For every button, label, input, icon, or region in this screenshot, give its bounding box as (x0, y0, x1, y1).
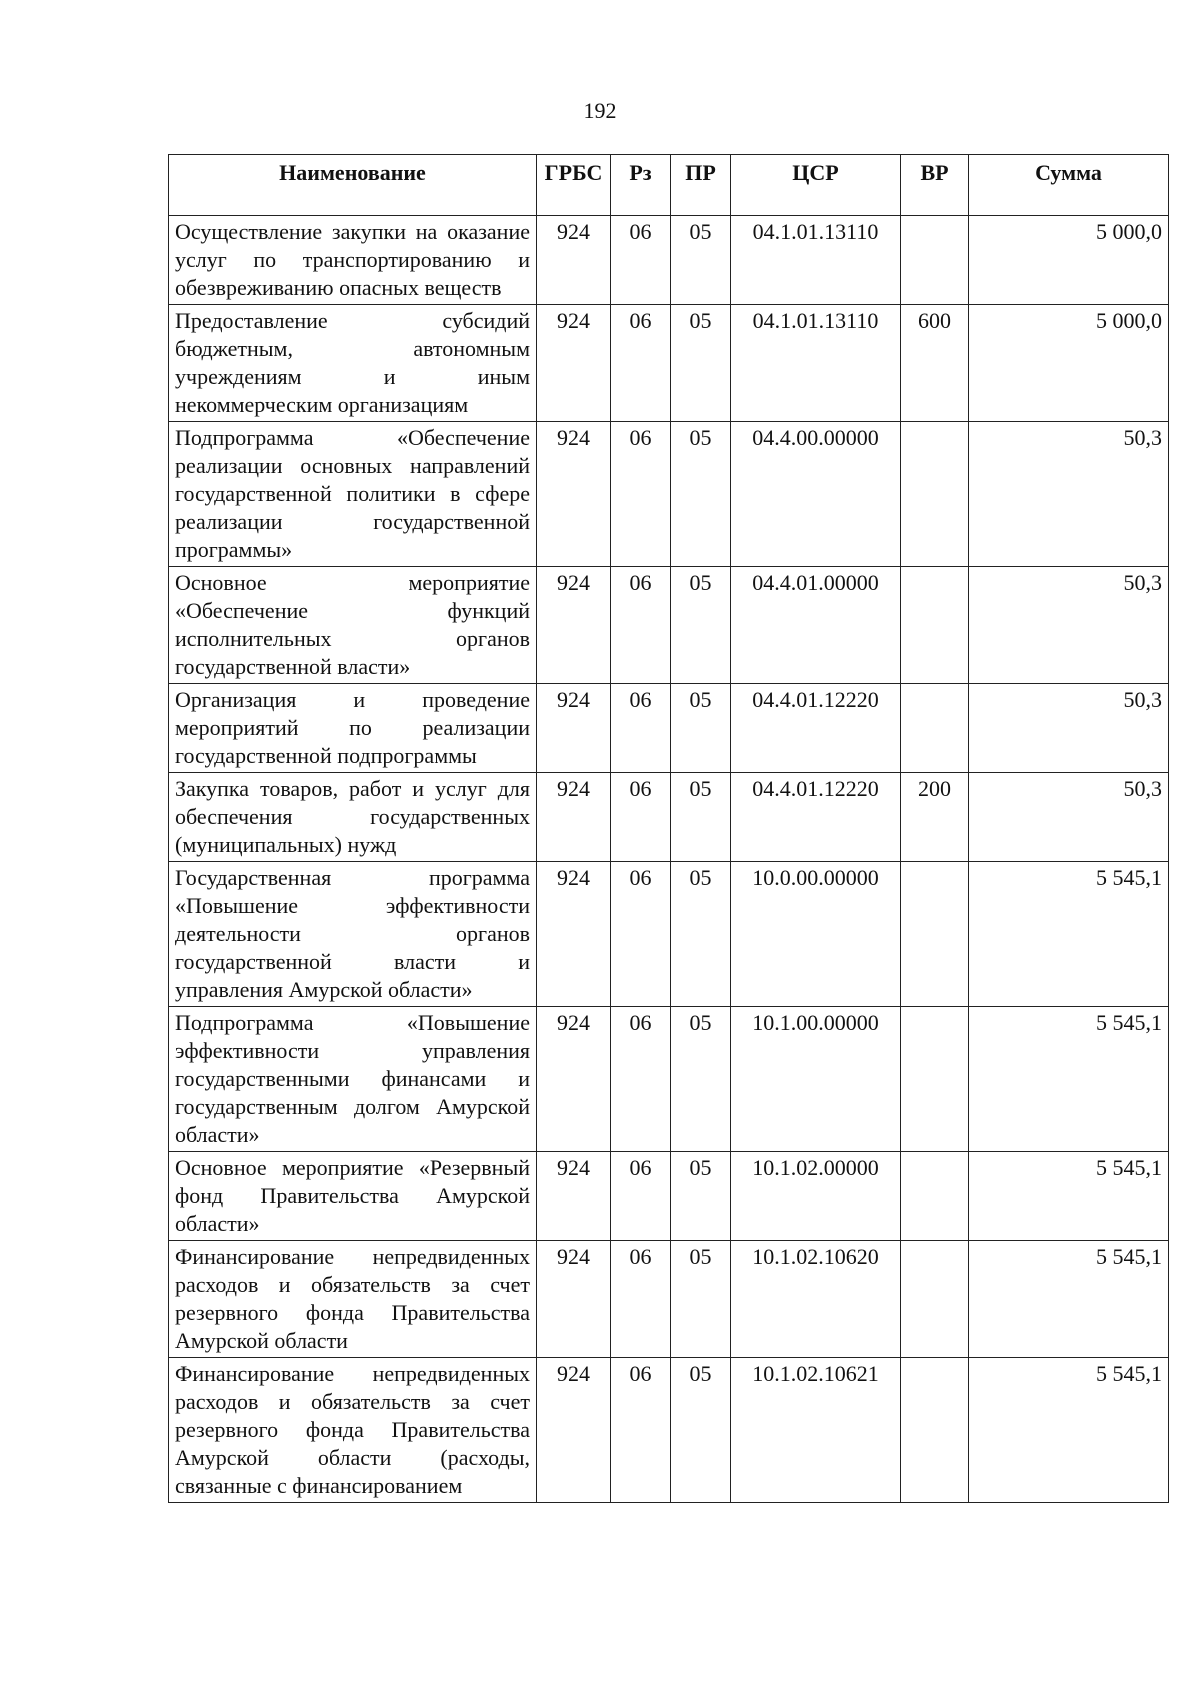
table-row (169, 216, 1169, 305)
row-pr: 05 (671, 1358, 731, 1503)
table-row (169, 422, 1169, 567)
row-name: Подпрограмма «Обеспечение реализации основных направлений государственной политики в сфере реализации государственной программы» (169, 422, 537, 567)
row-csr: 10.1.02.10621 (731, 1358, 901, 1503)
row-pr: 05 (671, 1152, 731, 1241)
row-rz: 06 (611, 567, 671, 684)
row-vr (901, 1358, 969, 1503)
row-vr (901, 1007, 969, 1152)
header-rz: Рз (611, 155, 671, 216)
page-number: 192 (583, 98, 617, 123)
row-grbs: 924 (537, 567, 611, 684)
row-csr: 04.4.01.00000 (731, 567, 901, 684)
row-csr: 10.1.00.00000 (731, 1007, 901, 1152)
row-csr: 10.0.00.00000 (731, 862, 901, 1007)
row-rz: 06 (611, 1007, 671, 1152)
row-grbs: 924 (537, 862, 611, 1007)
row-rz: 06 (611, 1152, 671, 1241)
row-pr: 05 (671, 862, 731, 1007)
row-sum: 50,3 (969, 567, 1169, 684)
row-sum: 50,3 (969, 684, 1169, 773)
row-grbs: 924 (537, 305, 611, 422)
row-pr: 05 (671, 1007, 731, 1152)
row-csr: 10.1.02.00000 (731, 1152, 901, 1241)
header-pr: ПР (671, 155, 731, 216)
row-vr (901, 422, 969, 567)
row-sum: 5 545,1 (969, 862, 1169, 1007)
row-vr (901, 684, 969, 773)
row-vr (901, 862, 969, 1007)
row-sum: 5 000,0 (969, 305, 1169, 422)
row-vr (901, 216, 969, 305)
row-rz: 06 (611, 773, 671, 862)
row-rz: 06 (611, 422, 671, 567)
row-name: Основное мероприятие «Обеспечение функций исполнительных органов государственной власти» (169, 567, 537, 684)
row-sum: 5 545,1 (969, 1358, 1169, 1503)
table-row (169, 862, 1169, 1007)
row-vr (901, 1152, 969, 1241)
row-pr: 05 (671, 305, 731, 422)
row-csr: 10.1.02.10620 (731, 1241, 901, 1358)
table-row (169, 567, 1169, 684)
row-sum: 5 545,1 (969, 1007, 1169, 1152)
row-grbs: 924 (537, 1007, 611, 1152)
row-pr: 05 (671, 684, 731, 773)
table-row (169, 773, 1169, 862)
row-rz: 06 (611, 1241, 671, 1358)
row-rz: 06 (611, 862, 671, 1007)
row-name: Предоставление субсидий бюджетным, автономным учреждениям и иным некоммерческим организациям (169, 305, 537, 422)
header-grbs: ГРБС (537, 155, 611, 216)
row-grbs: 924 (537, 773, 611, 862)
row-name: Организация и проведение мероприятий по реализации государственной подпрограммы (169, 684, 537, 773)
row-grbs: 924 (537, 1358, 611, 1503)
table-row (169, 1007, 1169, 1152)
row-pr: 05 (671, 422, 731, 567)
row-pr: 05 (671, 216, 731, 305)
table-row (169, 1358, 1169, 1503)
row-name: Осуществление закупки на оказание услуг по транспортированию и обезвреживанию опасных веществ (169, 216, 537, 305)
row-name: Финансирование непредвиденных расходов и обязательств за счет резервного фонда Правительства Амурской области (расходы, связанные с финансированием (169, 1358, 537, 1503)
row-name: Закупка товаров, работ и услуг для обеспечения государственных (муниципальных) нужд (169, 773, 537, 862)
row-rz: 06 (611, 684, 671, 773)
row-grbs: 924 (537, 684, 611, 773)
row-grbs: 924 (537, 422, 611, 567)
header-name: Наименование (169, 155, 537, 216)
row-name: Основное мероприятие «Резервный фонд Правительства Амурской области» (169, 1152, 537, 1241)
row-sum: 50,3 (969, 773, 1169, 862)
table-row (169, 1152, 1169, 1241)
row-grbs: 924 (537, 1152, 611, 1241)
row-pr: 05 (671, 1241, 731, 1358)
row-sum: 5 545,1 (969, 1152, 1169, 1241)
header-csr: ЦСР (731, 155, 901, 216)
row-sum: 50,3 (969, 422, 1169, 567)
row-sum: 5 000,0 (969, 216, 1169, 305)
table-row (169, 1241, 1169, 1358)
row-csr: 04.1.01.13110 (731, 305, 901, 422)
row-pr: 05 (671, 567, 731, 684)
header-vr: ВР (901, 155, 969, 216)
row-csr: 04.4.00.00000 (731, 422, 901, 567)
row-rz: 06 (611, 305, 671, 422)
row-sum: 5 545,1 (969, 1241, 1169, 1358)
header-sum: Сумма (969, 155, 1169, 216)
row-vr: 600 (901, 305, 969, 422)
row-name: Финансирование непредвиденных расходов и обязательств за счет резервного фонда Правительства Амурской области (169, 1241, 537, 1358)
row-csr: 04.1.01.13110 (731, 216, 901, 305)
table-row (169, 684, 1169, 773)
row-rz: 06 (611, 1358, 671, 1503)
row-pr: 05 (671, 773, 731, 862)
row-name: Подпрограмма «Повышение эффективности управления государственными финансами и государственным долгом Амурской области» (169, 1007, 537, 1152)
header-row (169, 155, 1169, 216)
row-vr (901, 567, 969, 684)
table-row (169, 305, 1169, 422)
row-vr: 200 (901, 773, 969, 862)
row-csr: 04.4.01.12220 (731, 773, 901, 862)
row-rz: 06 (611, 216, 671, 305)
budget-table (168, 154, 1169, 1503)
row-csr: 04.4.01.12220 (731, 684, 901, 773)
row-vr (901, 1241, 969, 1358)
row-grbs: 924 (537, 1241, 611, 1358)
row-name: Государственная программа «Повышение эффективности деятельности органов государственной власти и управления Амурской области» (169, 862, 537, 1007)
row-grbs: 924 (537, 216, 611, 305)
